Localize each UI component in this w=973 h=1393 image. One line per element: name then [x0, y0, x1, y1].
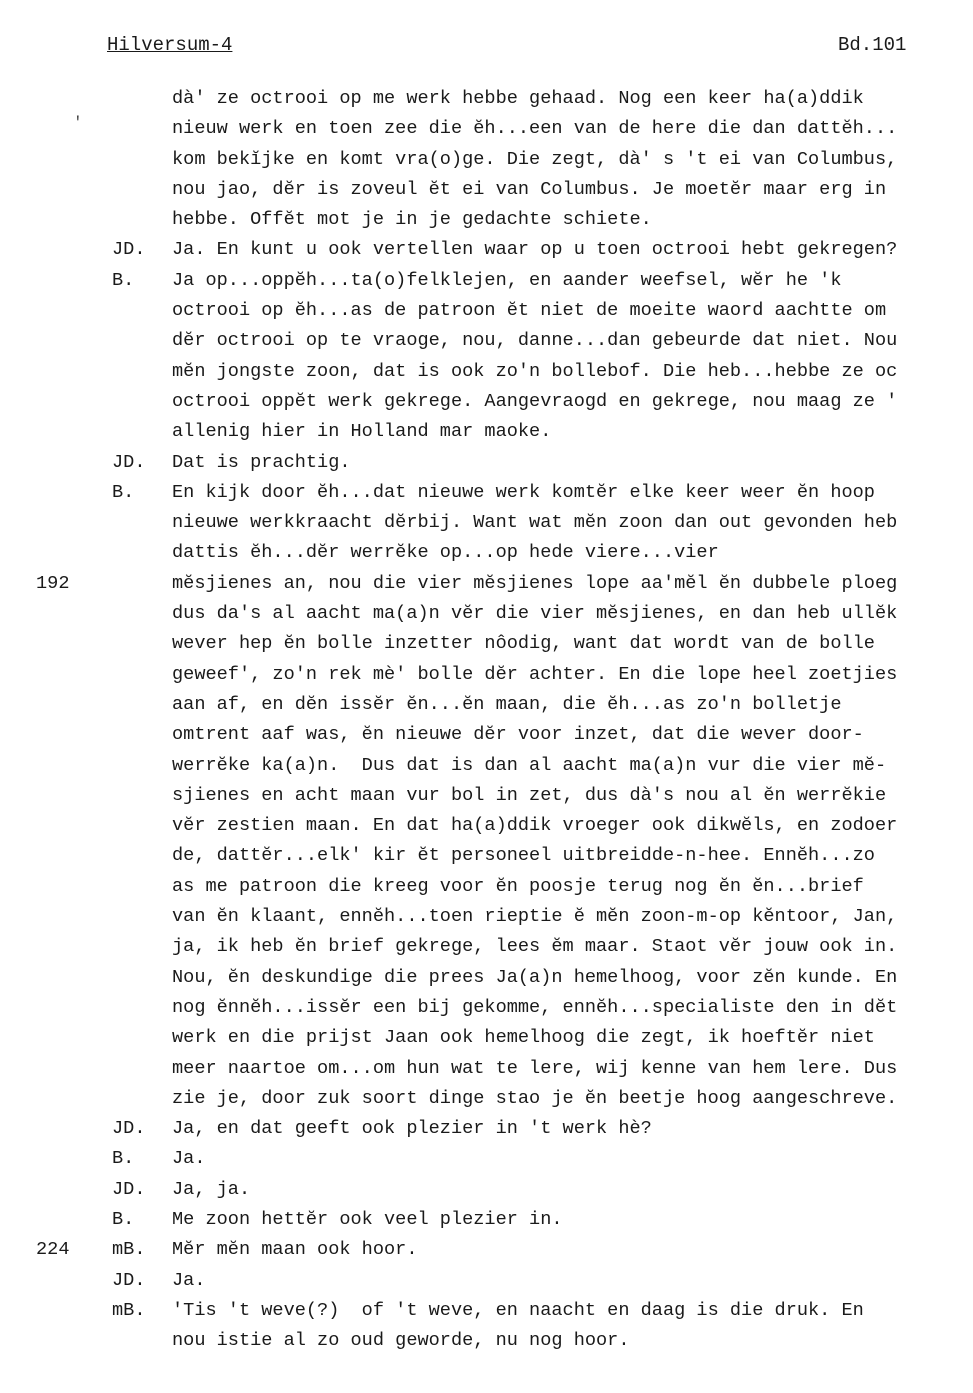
utterance-text: hebbe. Offĕt mot je in je gedachte schiete.	[172, 209, 652, 231]
transcript-line	[0, 1084, 973, 1114]
transcript-line	[0, 266, 973, 296]
utterance-text: werk en die prijst Jaan ook hemelhoog die zegt, ik hoeftĕr niet	[172, 1027, 875, 1049]
transcript-line	[0, 417, 973, 447]
transcript-line	[0, 1114, 973, 1144]
page-header-location: Hilversum-4	[107, 34, 233, 56]
speaker-label: mB.	[112, 1299, 146, 1321]
utterance-text: dattis ĕh...dĕr werrĕke op...op hede viere...vier	[172, 542, 719, 564]
transcript-line	[0, 1235, 973, 1265]
utterance-text: omtrent aaf was, ĕn nieuwe dĕr voor inzet, dat die wever door-	[172, 724, 864, 746]
transcript-line	[0, 993, 973, 1023]
utterance-text: aan af, en dĕn issĕr ĕn...ĕn maan, die ĕh...as zo'n bolletje	[172, 693, 842, 715]
transcript-line	[0, 841, 973, 871]
transcript-line	[0, 296, 973, 326]
utterance-text: dà' ze octrooi op me werk hebbe gehaad. Nog een keer ha(a)ddik	[172, 88, 864, 109]
transcript-line	[0, 1023, 973, 1053]
utterance-text: meer naartoe om...om hun wat te lere, wij kenne van hem lere. Dus	[172, 1057, 898, 1079]
transcript-line	[0, 1144, 973, 1174]
speaker-label: JD.	[112, 1118, 146, 1140]
utterance-text: allenig hier in Holland mar maoke.	[172, 421, 552, 443]
utterance-text: nog ĕnnĕh...issĕr een bij gekomme, ennĕh...specialiste den in dĕt	[172, 996, 898, 1018]
utterance-text: nieuwe werkkraacht dĕrbij. Want wat mĕn zoon dan out gevonden heb	[172, 512, 898, 534]
transcript-line	[0, 84, 973, 114]
margin-tick: '	[73, 114, 83, 132]
transcript-line	[0, 902, 973, 932]
transcript-lines	[0, 84, 973, 1356]
utterance-text: octrooi oppĕt werk gekrege. Aangevraogd en gekrege, nou maag ze '	[172, 390, 898, 412]
speaker-label: B.	[112, 269, 135, 291]
utterance-text: Ja, ja.	[172, 1178, 251, 1200]
speaker-label: B.	[112, 481, 135, 503]
utterance-text: zie je, door zuk soort dinge stao je ĕn beetje hoog aangeschreve.	[172, 1087, 898, 1109]
transcript-line	[0, 326, 973, 356]
margin-line-number: 224	[36, 1239, 70, 1261]
utterance-text: nieuw werk en toen zee die ĕh...een van de here die dan dattĕh...	[172, 118, 898, 140]
transcript-line	[0, 478, 973, 508]
utterance-text: van ĕn klaant, ennĕh...toen rieptie ĕ mĕn zoon-m-op kĕntoor, Jan,	[172, 906, 898, 928]
utterance-text: Nou, ĕn deskundige die prees Ja(a)n hemelhoog, voor zĕn kunde. En	[172, 966, 898, 988]
utterance-text: nou istie al zo oud geworde, nu nog hoor.	[172, 1330, 630, 1352]
transcript-line	[0, 963, 973, 993]
transcript-line	[0, 1175, 973, 1205]
speaker-label: JD.	[112, 1178, 146, 1200]
transcript-line	[0, 1296, 973, 1326]
utterance-text: vĕr zestien maan. En dat ha(a)ddik vroeger ook dikwĕls, en zodoer	[172, 815, 898, 837]
utterance-text: nou jao, dĕr is zoveul ĕt ei van Columbus. Je moetĕr maar erg in	[172, 178, 887, 200]
transcript-line	[0, 448, 973, 478]
transcript-line	[0, 690, 973, 720]
margin-line-number: 192	[36, 572, 70, 594]
transcript-line	[0, 599, 973, 629]
transcript-line	[0, 538, 973, 568]
transcript-line	[0, 357, 973, 387]
transcript-line	[0, 932, 973, 962]
transcript-line	[0, 872, 973, 902]
utterance-text: En kijk door ĕh...dat nieuwe werk komtĕr elke keer weer ĕn hoop	[172, 481, 875, 503]
speaker-label: JD.	[112, 1269, 146, 1291]
utterance-text: Dat is prachtig.	[172, 451, 351, 473]
utterance-text: dĕr octrooi op te vraoge, nou, danne...dan gebeurde dat niet. Nou	[172, 330, 898, 352]
transcript-line	[0, 1326, 973, 1356]
utterance-text: octrooi op ĕh...as de patroon ĕt niet de moeite waord aachtte om	[172, 300, 887, 322]
utterance-text: as me patroon die kreeg voor ĕn poosje terug nog ĕn ĕn...brief	[172, 875, 864, 897]
utterance-text: Ja.	[172, 1269, 206, 1291]
utterance-text: geweef', zo'n rek mè' bolle dĕr achter. En die lope heel zoetjies	[172, 663, 898, 685]
speaker-label: JD.	[112, 451, 146, 473]
page-header-volume: Bd.101	[838, 34, 907, 56]
utterance-text: Ja. En kunt u ook vertellen waar op u toen octrooi hebt gekregen?	[172, 239, 898, 261]
transcript-line	[0, 660, 973, 690]
transcript-line	[0, 1266, 973, 1296]
utterance-text: dus da's al aacht ma(a)n vĕr die vier mĕsjienes, en dan heb ullĕk	[172, 603, 898, 625]
transcript-line	[0, 114, 973, 144]
utterance-text: mĕn jongste zoon, dat is ook zo'n bollebof. Die heb...hebbe ze oc	[172, 360, 898, 382]
speaker-label: mB.	[112, 1239, 146, 1261]
utterance-text: wever hep ĕn bolle inzetter nôodig, want dat wordt van de bolle	[172, 633, 875, 655]
utterance-text: Mĕr mĕn maan ook hoor.	[172, 1239, 418, 1261]
utterance-text: Ja, en dat geeft ook plezier in 't werk hè?	[172, 1118, 652, 1140]
speaker-label: JD.	[112, 239, 146, 261]
speaker-label: B.	[112, 1148, 135, 1170]
transcript-line	[0, 1205, 973, 1235]
utterance-text: Me zoon hettĕr ook veel plezier in.	[172, 1208, 563, 1230]
transcript-line	[0, 811, 973, 841]
transcript-line	[0, 508, 973, 538]
transcript-line	[0, 145, 973, 175]
transcript-line	[0, 781, 973, 811]
utterance-text: kom bekĭjke en komt vra(o)ge. Die zegt, dà' s 't ei van Columbus,	[172, 148, 898, 170]
utterance-text: mĕsjienes an, nou die vier mĕsjienes lope aa'mĕl ĕn dubbele ploeg	[172, 572, 898, 594]
speaker-label: B.	[112, 1208, 135, 1230]
utterance-text: ja, ik heb ĕn brief gekrege, lees ĕm maar. Staot vĕr jouw ook in.	[172, 936, 898, 958]
utterance-text: de, dattĕr...elk' kir ĕt personeel uitbreidde-n-hee. Ennĕh...zo	[172, 845, 875, 867]
utterance-text: sjienes en acht maan vur bol in zet, dus dà's nou al ĕn werrĕkie	[172, 784, 887, 806]
transcript-line	[0, 569, 973, 599]
transcript-line	[0, 751, 973, 781]
utterance-text: Ja op...oppĕh...ta(o)felklejen, en aander weefsel, wĕr he 'k	[172, 269, 842, 291]
transcript-line	[0, 1054, 973, 1084]
transcript-line	[0, 205, 973, 235]
transcript-line	[0, 629, 973, 659]
utterance-text: 'Tis 't weve(?) of 't weve, en naacht en daag is die druk. En	[172, 1299, 864, 1321]
transcript-line	[0, 720, 973, 750]
utterance-text: werrĕke ka(a)n. Dus dat is dan al aacht ma(a)n vur die vier mĕ-	[172, 754, 887, 776]
transcript-line	[0, 387, 973, 417]
transcript-line	[0, 175, 973, 205]
transcript-line	[0, 235, 973, 265]
utterance-text: Ja.	[172, 1148, 206, 1170]
